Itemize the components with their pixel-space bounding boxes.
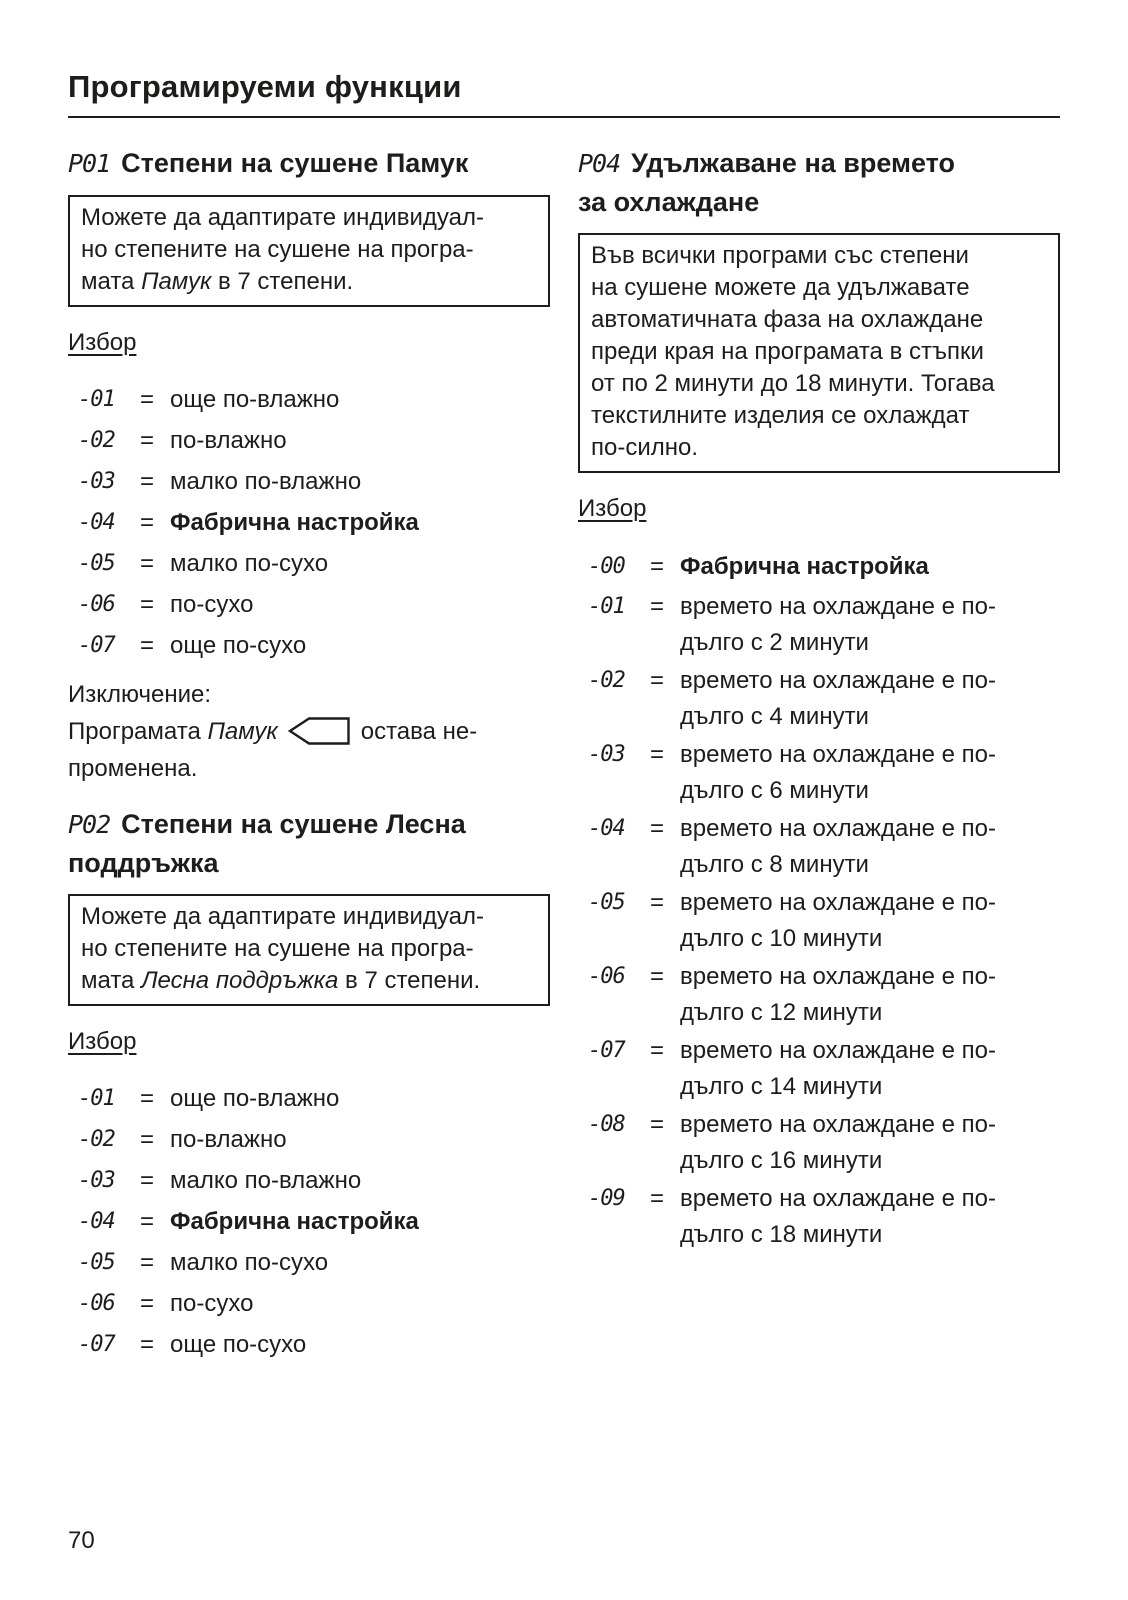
box-line: но степените на сушене на програ- bbox=[81, 236, 474, 263]
page-number: 70 bbox=[68, 1527, 95, 1554]
box-text: в 7 степени. bbox=[211, 268, 354, 295]
option-row bbox=[578, 737, 1060, 809]
option-code: -06 bbox=[78, 592, 115, 617]
option-code: -03 bbox=[588, 742, 625, 767]
option-row bbox=[578, 589, 1060, 661]
option-label: Фабрична настройка bbox=[170, 1208, 419, 1235]
p02-option-list bbox=[68, 1082, 550, 1361]
left-column bbox=[68, 144, 550, 1369]
box-line: Можете да адаптирате индивидуал- bbox=[81, 204, 485, 231]
option-label: Фабрична настройка bbox=[170, 509, 419, 536]
equals-sign: = bbox=[140, 1208, 155, 1235]
option-label: още по-влажно bbox=[170, 386, 340, 413]
option-row bbox=[578, 1107, 1060, 1179]
box-line: по-силно. bbox=[591, 434, 699, 461]
option-row bbox=[68, 1164, 550, 1197]
option-label: времето на охлаждане е по- дълго с 12 минути bbox=[680, 963, 996, 1026]
option-label: времето на охлаждане е по- дълго с 16 минути bbox=[680, 1111, 996, 1174]
program-code-p01: P01 bbox=[68, 149, 111, 178]
box-line: но степените на сушене на програ- bbox=[81, 935, 474, 962]
option-row-factory-default bbox=[578, 549, 1060, 585]
equals-sign: = bbox=[650, 593, 665, 620]
box-line: Можете да адаптирате индивидуал- bbox=[81, 903, 485, 930]
option-code: -05 bbox=[78, 1250, 115, 1275]
equals-sign: = bbox=[140, 1085, 155, 1112]
option-row bbox=[578, 811, 1060, 883]
option-label: малко по-влажно bbox=[170, 1167, 362, 1194]
box-line: от по 2 минути до 18 минути. Тогава bbox=[591, 370, 995, 397]
equals-sign: = bbox=[650, 741, 665, 768]
exception-line: променена. bbox=[68, 755, 198, 782]
option-label: малко по-влажно bbox=[170, 468, 362, 495]
option-row bbox=[578, 1181, 1060, 1253]
equals-sign: = bbox=[140, 591, 155, 618]
two-column-layout bbox=[68, 144, 1060, 1369]
equals-sign: = bbox=[140, 1126, 155, 1153]
option-label: още по-сухо bbox=[170, 632, 307, 659]
cotton-program-tag-icon bbox=[288, 716, 351, 746]
section-p04-title: Удължаване на времето bbox=[631, 148, 956, 178]
section-p04 bbox=[578, 144, 1060, 1253]
option-row bbox=[578, 959, 1060, 1031]
option-label: още по-влажно bbox=[170, 1085, 340, 1112]
exception-text: Програмата bbox=[68, 718, 208, 745]
option-code: -00 bbox=[588, 554, 625, 579]
section-p02-heading bbox=[68, 805, 550, 882]
option-row bbox=[68, 1246, 550, 1279]
equals-sign: = bbox=[140, 1331, 155, 1358]
option-label: по-сухо bbox=[170, 1290, 254, 1317]
p04-info-box bbox=[578, 233, 1060, 473]
equals-sign: = bbox=[140, 427, 155, 454]
equals-sign: = bbox=[140, 550, 155, 577]
p02-info-box bbox=[68, 894, 550, 1006]
exception-text: остава не- bbox=[360, 718, 478, 745]
equals-sign: = bbox=[650, 1111, 665, 1138]
section-p01 bbox=[68, 144, 550, 787]
equals-sign: = bbox=[650, 815, 665, 842]
selection-label-p02: Избор bbox=[68, 1028, 137, 1055]
selection-label-p04: Избор bbox=[578, 495, 647, 522]
box-line bbox=[81, 965, 538, 997]
exception-label: Изключение: bbox=[68, 681, 212, 708]
option-label: още по-сухо bbox=[170, 1331, 307, 1358]
option-code: -02 bbox=[78, 428, 115, 453]
option-row-factory-default bbox=[68, 1205, 550, 1238]
option-label: времето на охлаждане е по- дълго с 18 минути bbox=[680, 1185, 996, 1248]
section-p01-heading bbox=[68, 144, 550, 183]
option-row bbox=[68, 383, 550, 416]
box-line: преди края на програмата в стъпки bbox=[591, 338, 984, 365]
equals-sign: = bbox=[650, 889, 665, 916]
option-code: -04 bbox=[588, 816, 625, 841]
exception-note bbox=[68, 676, 550, 787]
section-p02-title-line2: поддръжка bbox=[68, 848, 219, 878]
p04-option-list bbox=[578, 549, 1060, 1253]
option-label: малко по-сухо bbox=[170, 1249, 329, 1276]
option-code: -07 bbox=[588, 1038, 625, 1063]
option-row bbox=[578, 1033, 1060, 1105]
equals-sign: = bbox=[140, 468, 155, 495]
option-code: -07 bbox=[78, 1332, 115, 1357]
equals-sign: = bbox=[140, 509, 155, 536]
option-row bbox=[68, 547, 550, 580]
equals-sign: = bbox=[650, 963, 665, 990]
box-line: текстилните изделия се охлаждат bbox=[591, 402, 970, 429]
option-row bbox=[68, 1082, 550, 1115]
equals-sign: = bbox=[140, 1167, 155, 1194]
box-text: мата bbox=[81, 967, 142, 994]
option-code: -03 bbox=[78, 469, 115, 494]
option-code: -04 bbox=[78, 510, 115, 535]
right-column bbox=[578, 144, 1060, 1369]
option-code: -08 bbox=[588, 1112, 625, 1137]
option-row bbox=[578, 885, 1060, 957]
equals-sign: = bbox=[650, 1185, 665, 1212]
option-code: -02 bbox=[588, 668, 625, 693]
option-label: по-влажно bbox=[170, 427, 287, 454]
option-row bbox=[68, 1123, 550, 1156]
option-code: -01 bbox=[588, 594, 625, 619]
section-p02 bbox=[68, 805, 550, 1361]
option-code: -01 bbox=[78, 387, 115, 412]
option-label: по-влажно bbox=[170, 1126, 287, 1153]
option-code: -01 bbox=[78, 1086, 115, 1111]
box-line: на сушене можете да удължавате bbox=[591, 274, 970, 301]
option-code: -03 bbox=[78, 1168, 115, 1193]
option-label: времето на охлаждане е по- дълго с 4 минути bbox=[680, 667, 996, 730]
option-row-factory-default bbox=[68, 506, 550, 539]
option-code: -06 bbox=[588, 964, 625, 989]
box-text: мата bbox=[81, 268, 142, 295]
page-title: Програмируеми функции bbox=[68, 69, 462, 104]
program-code-p02: P02 bbox=[68, 810, 111, 839]
program-code-p04: P04 bbox=[578, 149, 621, 178]
option-row bbox=[68, 1287, 550, 1320]
selection-label-p01: Избор bbox=[68, 329, 137, 356]
p01-info-box bbox=[68, 195, 550, 307]
option-label: времето на охлаждане е по- дълго с 6 минути bbox=[680, 741, 996, 804]
option-row bbox=[68, 1328, 550, 1361]
box-line: автоматичната фаза на охлаждане bbox=[591, 306, 984, 333]
section-p04-heading bbox=[578, 144, 1060, 221]
option-label: времето на охлаждане е по- дълго с 10 минути bbox=[680, 889, 996, 952]
option-label: времето на охлаждане е по- дълго с 2 минути bbox=[680, 593, 996, 656]
option-row bbox=[68, 588, 550, 621]
equals-sign: = bbox=[140, 1290, 155, 1317]
p01-option-list bbox=[68, 383, 550, 662]
option-code: -04 bbox=[78, 1209, 115, 1234]
option-row bbox=[68, 629, 550, 662]
section-p01-title: Степени на сушене Памук bbox=[121, 148, 469, 178]
option-label: малко по-сухо bbox=[170, 550, 329, 577]
option-code: -05 bbox=[78, 551, 115, 576]
equals-sign: = bbox=[140, 632, 155, 659]
option-row bbox=[578, 663, 1060, 735]
box-text: в 7 степени. bbox=[338, 967, 481, 994]
option-row bbox=[68, 465, 550, 498]
equals-sign: = bbox=[650, 1037, 665, 1064]
option-code: -05 bbox=[588, 890, 625, 915]
option-label: Фабрична настройка bbox=[680, 553, 929, 580]
section-p02-title: Степени на сушене Лесна bbox=[121, 809, 466, 839]
option-row bbox=[68, 424, 550, 457]
exception-line bbox=[68, 713, 550, 750]
equals-sign: = bbox=[140, 1249, 155, 1276]
program-name-italic: Лесна поддръжка bbox=[141, 967, 339, 994]
equals-sign: = bbox=[650, 667, 665, 694]
equals-sign: = bbox=[140, 386, 155, 413]
title-rule bbox=[68, 116, 1060, 118]
program-name-italic: Памук bbox=[207, 718, 278, 745]
option-code: -02 bbox=[78, 1127, 115, 1152]
option-code: -09 bbox=[588, 1186, 625, 1211]
box-line bbox=[81, 266, 538, 298]
section-p04-title-line2: за охлаждане bbox=[578, 187, 760, 217]
equals-sign: = bbox=[650, 553, 665, 580]
option-label: времето на охлаждане е по- дълго с 14 минути bbox=[680, 1037, 996, 1100]
option-label: времето на охлаждане е по- дълго с 8 минути bbox=[680, 815, 996, 878]
box-line: Във всички програми със степени bbox=[591, 242, 969, 269]
program-name-italic: Памук bbox=[141, 268, 212, 295]
option-label: по-сухо bbox=[170, 591, 254, 618]
option-code: -07 bbox=[78, 633, 115, 658]
option-code: -06 bbox=[78, 1291, 115, 1316]
